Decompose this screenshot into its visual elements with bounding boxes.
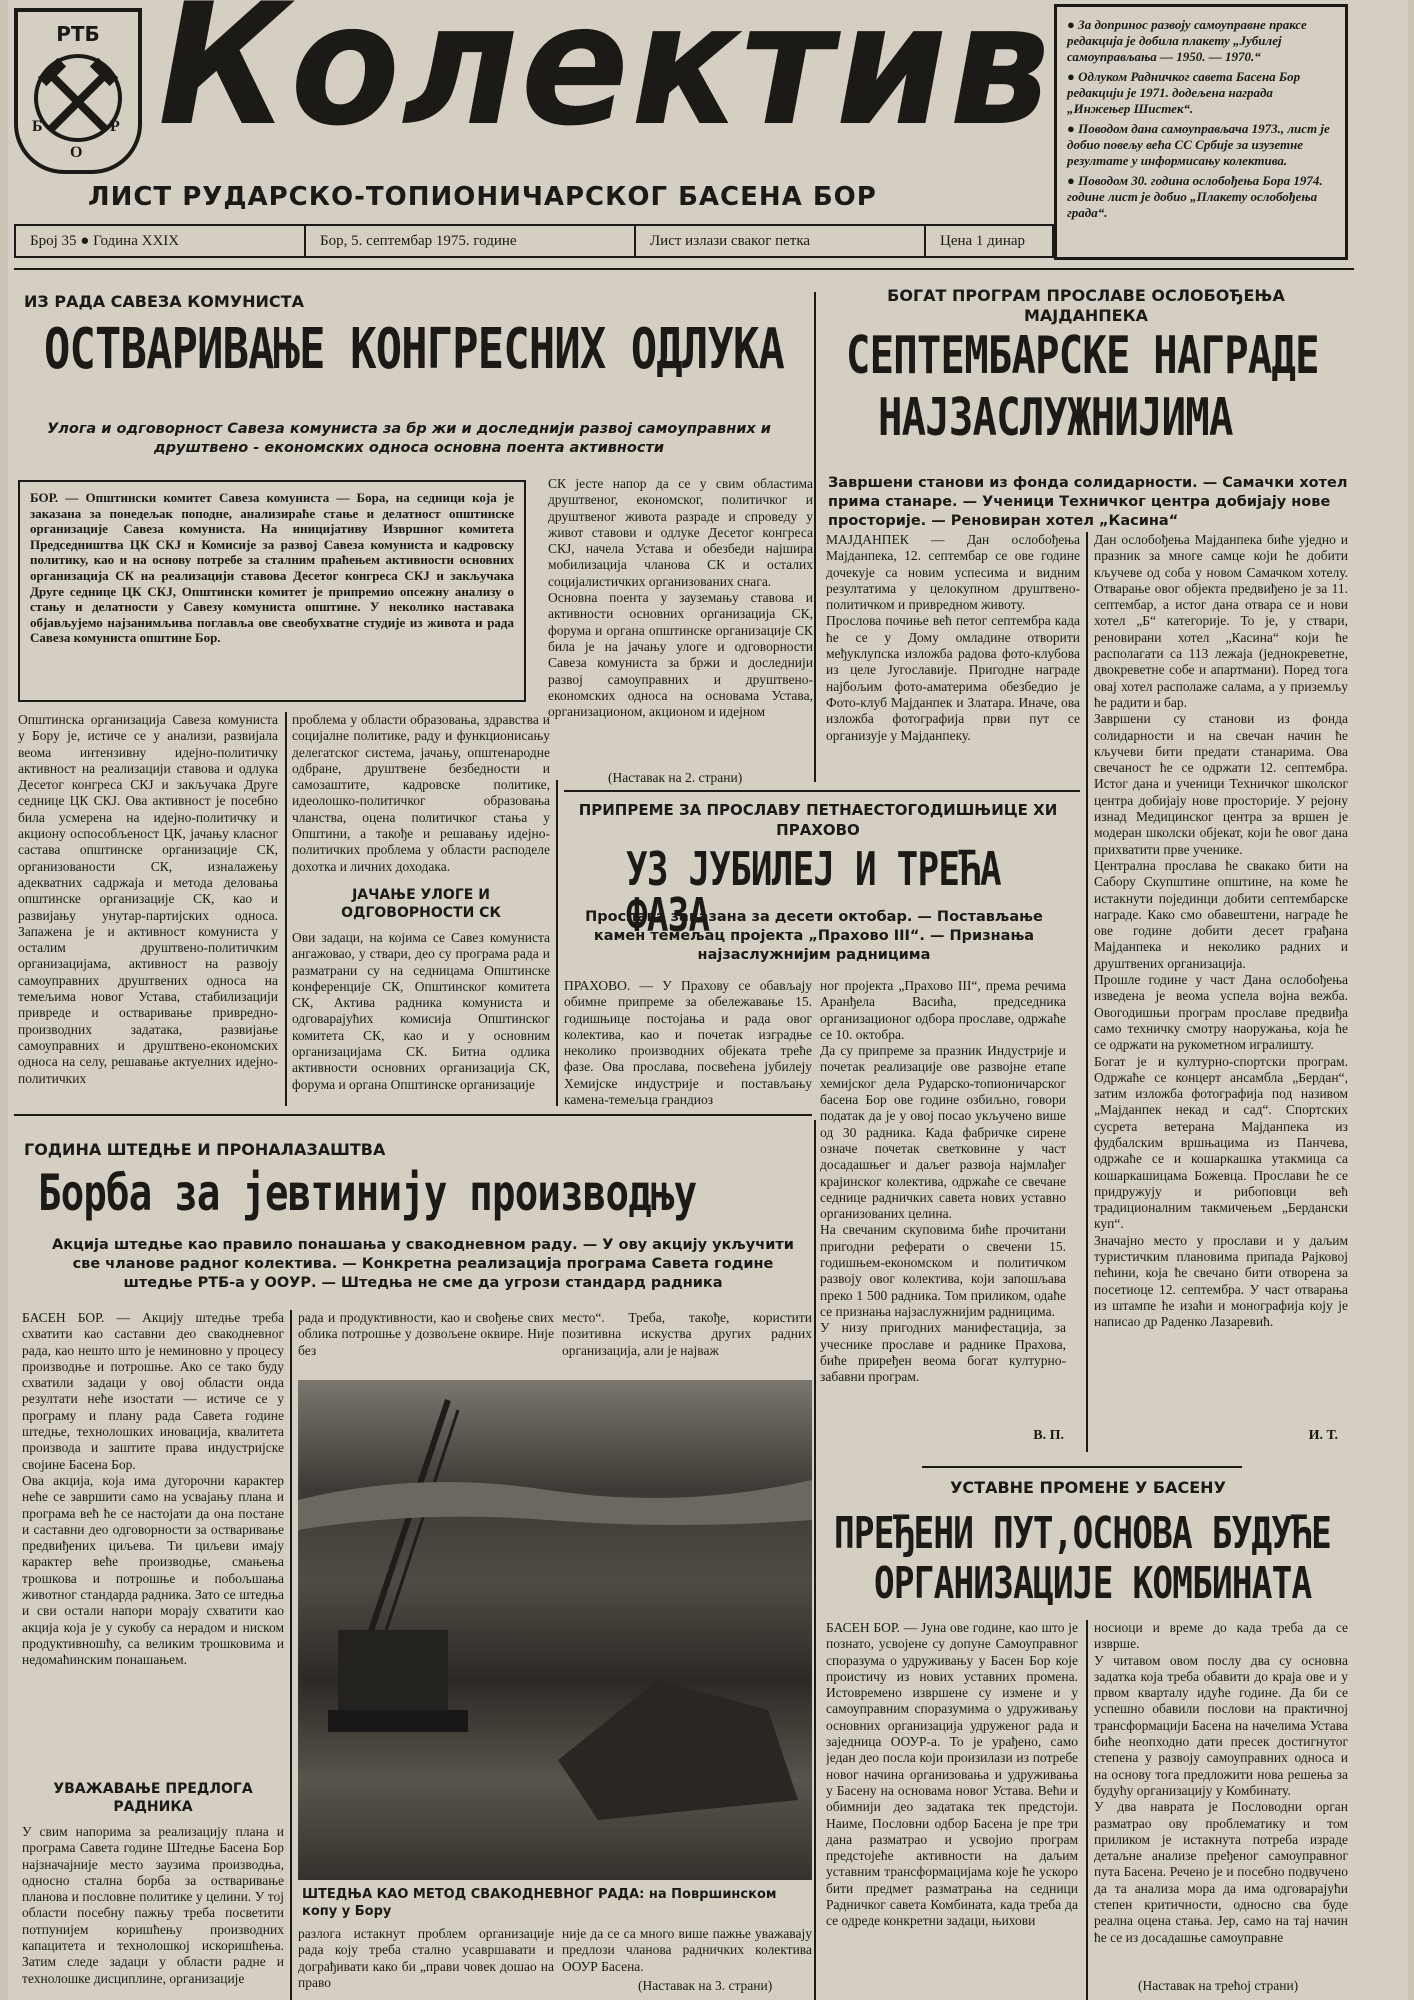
awards-signature: И. Т.	[1308, 1428, 1338, 1443]
newspaper-page	[8, 0, 1408, 2000]
section-divider	[564, 790, 1080, 792]
column-rule	[1086, 1620, 1088, 2000]
savings-column-2: рада и продуктивности, као и свођење свих облика потрошње у дозвољене оквире. Није без	[298, 1310, 554, 1358]
congress-deck: Улога и одговорност Савеза комуниста за бр жи и доследнији развој самоуправних и друштвено - економских односа основна поента активности	[47, 421, 771, 456]
congress-column-2b: Ови задаци, на којима се Савез комуниста ангажовао, у ствари, део су програма рада и разматрани су на седницама Општинске конференције СК, Општинског комитета СК, Актива радника комуниста и одговарајућих комисија Општинског комитета СК, као и у основним организацијама СК. Битна одлика активности основних организација СК, форума и органа Општинске организације	[292, 930, 550, 1092]
jubilee-deck: Прослава заказана за десети октобар. — Постављање камен темељац пројекта „Прахово III“. — Признања најзаслужнијим радницима	[585, 909, 1043, 963]
open-pit-mine-photo	[298, 1380, 812, 1880]
logo-letter-b: Б	[32, 118, 43, 135]
constitution-continued: (Наставак на трећој страни)	[1138, 1978, 1299, 1993]
awards-box	[1054, 4, 1348, 260]
section-divider	[922, 1466, 1242, 1468]
award-item: ● Одлуком Радничког савета Басена Бор редакцији је 1971. додељена награда „Инжењер Шистек“.	[1067, 69, 1301, 116]
section-divider	[14, 1114, 812, 1116]
rtb-logo	[14, 8, 142, 174]
congress-kicker: ИЗ РАДА САВЕЗА КОМУНИСТА	[24, 292, 304, 311]
savings-headline: Борба за јевтинију производњу	[38, 1164, 697, 1222]
awards-column-1: МАЈДАНПЕК — Дан ослобођења Мајданпека, 12. септембар се ове године дочекује са новим успесима и видним резултатима у целокупном друштвено-политичком и привредном животу. Прослова почиње већ петог септембра када ће се у Дому омладине отворити међуклупска изложба радова фото-клубова из целе Југославије. Пригодне награде најбољим фото-аматерима обезбедио је Фото-клуб Мајданпек и Златара. Иначе, ова изложба фотографија први пут се организује у Мајданпеку.	[826, 532, 1080, 743]
awards-deck: Завршени станови из фонда солидарности. — Самачки хотел прима станаре. — Ученици Техничког центра добијају нове просторије. — Реновиран хотел „Касина“	[828, 475, 1348, 529]
awards-kicker: БОГАТ ПРОГРАМ ПРОСЛАВЕ ОСЛОБОЂЕЊА МАЈДАНПЕКА	[887, 286, 1285, 325]
savings-kicker: ГОДИНА ШТЕДЊЕ И ПРОНАЛАЗАШТВА	[24, 1140, 386, 1159]
column-rule	[285, 712, 287, 1106]
photo-caption: ШТЕДЊА КАО МЕТОД СВАКОДНЕВНОГ РАДА: на Површинском копу у Бору	[302, 1887, 777, 1919]
column-rule	[814, 1120, 816, 2000]
congress-continued: (Наставак на 2. страни)	[608, 770, 743, 785]
column-rule	[290, 1310, 292, 2000]
column-rule	[1086, 532, 1088, 1452]
masthead-divider	[14, 268, 1354, 270]
column-rule	[556, 780, 558, 1106]
constitution-column-2: носиоци и време до када треба да се изврше. У читавом овом послу два су основна задатка која треба обавити до краја ове и у првом кварталу идуће године. Да би се успешно обавили послови на практичној трансформацији Басена на начелима Устава биће неопходно дати пресек достигнутог степена у развоју самоуправних односа и на основу тога предложити нова решења за будућу организацију у Комбинату. У два наврата је Пословодни орган разматрао ову проблематику и том приликом је истакнута потреба израде детаљне анализе пређеног самоуправног пута Басена. Речено је и посебно подвучено да та анализа мора да има одговарајући степен критичности, односно сва буде реална оцена стања. Јер, само на тај начин ће се из досадашње самоуправне	[1094, 1620, 1348, 1945]
newspaper-subtitle: ЛИСТ РУДАРСКО-ТОПИОНИЧАРСКОГ БАСЕНА БОР	[88, 182, 877, 212]
constitution-kicker: УСТАВНЕ ПРОМЕНЕ У БАСЕНУ	[950, 1478, 1226, 1497]
savings-continued: (Наставак на 3. страни)	[638, 1978, 773, 1993]
award-item: ● За допринос развоју самоуправне праксе редакција је добила плакету „Јубилеј самоуправљања — 1950. — 1970.“	[1067, 17, 1307, 64]
issue-number: Број 35 ● Година XXIX	[16, 226, 306, 256]
logo-text: РТБ	[56, 22, 100, 46]
savings-column-3-bottom: није да се са много више пажње уважавају предлози чланова радничких колектива ООУР Басена.	[562, 1926, 812, 1974]
issue-frequency: Лист излази сваког петка	[636, 226, 926, 256]
savings-column-2-bottom: разлога истакнут проблем организације рада коју треба стално усавршавати и дограђивати како би „прави човек дошао на право	[298, 1926, 554, 1990]
award-item: ● Поводом 30. година ослобођења Бора 1974. године лист је добио „Плакету ослобођења града“.	[1067, 173, 1323, 220]
congress-column-2: проблема у области образовања, здравства и социјалне политике, раду и функционисању делегатског система, јачању, општенародне одбране, друштвене безбедности и самозаштите, кадровске политике, идеолошко-политичког образовања чланства, оцена политичког стања у Општини, а такође и решавању идејно-политичких проблема у области расподеле дохотка и личних доходака.	[292, 712, 550, 874]
issue-info-bar	[14, 224, 1054, 258]
issue-date: Бор, 5. септембар 1975. године	[306, 226, 636, 256]
congress-subhead: ЈАЧАЊЕ УЛОГЕ И ОДГОВОРНОСТИ СК	[341, 887, 501, 921]
logo-letter-r: Р	[110, 118, 120, 135]
savings-column-3: место“. Треба, такође, користити позитивна искуства других радних организација, али је најваж	[562, 1310, 812, 1358]
congress-column-1: Општинска организација Савеза комуниста у Бору је, истиче се у анализи, развијала веома интензивну идејно-политичку активност на реализацији ставова и одлука Десетог конгреса СКЈ и закључака Друге седнице ЦК СКЈ. Ова активност је посебно била усмерена на идејно-политичку и акциону оспособљеност ЦК, јачању класног састава општинске организације СК, организованости СК, изналажењу адекватних садржаја и метода деловања општинске организације СК, као и развијању унутар-партијских односа. Запажена је и активност комуниста у осталим друштвено-политичким организацијама, активност на развоју самоуправних друштвених односа на темељима новог Устава, стабилизацији привреде и остваривање привредно-производних задатака, развијање самоуправних и друштвено-економских односа на селу, решавање актуелних идејно-политичких	[18, 712, 278, 1086]
award-item: ● Поводом дана самоуправљача 1973., лист је добио повељу већа СС Србије за изузетне резултате у информисању колектива.	[1067, 121, 1330, 168]
column-rule	[814, 292, 816, 782]
awards-headline-line-1: СЕПТЕМБАРСКЕ НАГРАДЕ	[846, 326, 1319, 386]
congress-lead: БОР. — Општински комитет Савеза комуниста — Бора, на седници која је заказана за понедељак поподне, анализираће стање и делатност општинске организације Савеза комуниста. На иницијативу Извршног комитета Председништва ЦК СКЈ и Комисије за развој Савеза комуниста и кадровску политику, као и на основу потребе за сталним праћењем активности основних организација СК на реализацији ставова Десетог конгреса СКЈ и закључака Друге седнице ЦК СКЈ, Општински комитет је припремио опсежну анализу о стању и делатности у Савезу комуниста општине. У неколико наставака објављујемо најзанимљива поглавља ове свеобухватне студије из живота и рада Савеза комуниста општине Бор.	[30, 490, 514, 646]
jubilee-column-1: ПРАХОВО. — У Прахову се обављају обимне припреме за обележавање 15. годишњице постојања и рада овог колектива, као и почетак изградње неколико производних објеката треће фазе. Ова прослава, посвећена јубилеју Хемијске индустрије и постављању камена-темељца грандиоз	[564, 978, 812, 1108]
congress-headline: ОСТВАРИВАЊЕ КОНГРЕСНИХ ОДЛУКА	[44, 317, 785, 382]
constitution-headline-line-1: ПРЕЂЕНИ ПУТ,ОСНОВА БУДУЋЕ	[834, 1508, 1332, 1559]
jubilee-kicker: ПРИПРЕМЕ ЗА ПРОСЛАВУ ПЕТНАЕСТОГОДИШЊИЦЕ ХИ ПРАХОВО	[578, 801, 1058, 839]
jubilee-column-2: ног пројекта „Прахово III“, према речима Аранђела Васића, председника организационог одбора прославе, одржаће се 10. октобра. Да су припреме за празник Индустрије и почетак реализације ове развојне етапе хемијског дела Рударско-топионичарског басена Бор ове године озбиљно, говори податак да је у овој посао укључено више од 30 радника. Када фабричке сирене означе почетак светковине у част досадашњег и даљег развоја најмлађег крајинског колектива, одржаће се свечане седнице радничких савета нових уставно организованих целина. На свечаним скуповима биће прочитани пригодни реферати о свечени 15. годишњем-економском и политичком развоју овог колектива, који запошљава преко 1 500 радника. Том приликом, одаће се признања најзаслужнијим радницима. У низу пригодних манифестација, за учеснике прославе и раднике Прахова, биће приређен веома богат културно-забавни програм.	[820, 978, 1066, 1385]
congress-lead-box	[18, 480, 526, 702]
constitution-headline-line-2: ОРГАНИЗАЦИЈЕ КОМБИНАТА	[874, 1558, 1312, 1609]
savings-deck: Акција штедње као правило понашања у свакодневном раду. — У ову акцију укључити све чланове радног колектива. — Конкретна реализација програма Савета године штедње РТБ-а у ООУР. — Штедња не сме да угрози стандард радника	[52, 1237, 794, 1291]
issue-price: Цена 1 динар	[940, 232, 1026, 249]
awards-column-2: Дан ослобођења Мајданпека биће уједно и празник за многе самце који ће добити кључеве од соба у новом Самачком хотелу. Отварање овог објекта предвиђено је за 11. септембар, а истог дана отвара се и нови хотел „Б“ категорије. То је, у ствари, реновирани хотел „Касина“ који ће располагати са 113 лежаја (једнокреветне, двокреветне собе и апартмани). Поред тога овај хотел располаже салама, а у приземљу ће радити и бар. Завршени су станови из фонда солидарности и на свечан начин ће кључеви бити предати станарима. Ова свечаност ће се одржати 12. септембра. Истог дана и ученици Техничког школског центра добијају нове просторије. У рејону изнад Медицинског центра за вршен је модеран школски објекат, који ће овог дана прихватити прве ученике. Централна прослава ће свакако бити на Сабору Скупштине општине, на коме ће истакнути појединци добити септембарске награде. Како смо обавештени, награде ће ове године добити десет грађана Мајданпека и неколико радних и друштвених организација. Прошле године у част Дана ослобођења изведена је веома успела војна вежба. Овогодишњи програм прославе предвиђа само техничку смотру наоружања, која ће се одржати на рукометном игралишту. Богат је и културно-спортски програм. Одржаће се концерт ансамбла „Бердан“, затим изложба фотографија под називом „Мајданпек некад и сад“. Спортских сусрета ветерана Мајданпека из фудбалским вршњацима из Панчева, одржаће се и кошаркашка утакмица са кошаркашицама Божевца. Прослави ће се придружују и рибоповци већ традиционалним такмичењем „Бердански куп“. Значајно место у прослави и у даљим туристичким плановима припада Рајковој пећини, која ће свечано бити отворена за посетиоце 12. септембра. У част отварања из штампе ће изаћи и монографија коју је написао др Раденко Лазаревић.	[1094, 532, 1348, 1330]
awards-headline-line-2: НАЈЗАСЛУЖНИЈИМА	[878, 388, 1233, 448]
excavator-silhouette-icon	[298, 1380, 812, 1880]
newspaper-title: Колектив	[158, 0, 1053, 163]
savings-column-1b: У свим напорима за реализацију плана и програма Савета године Штедње Басена Бор најзначајније место заузима производња, односно стална борба за остваривање планова и пословне политике у целини. У тој области посебну пажњу треба посветити потпунијем коришћењу производних капацитета и технолошкој искоришћења. Затим следе задаци у области радне и технолошке дисциплине, организације	[22, 1824, 284, 1986]
constitution-column-1: БАСЕН БОР. — Јуна ове године, као што је познато, усвојене су допуне Самоуправног споразума о удруживању у Басен Бор које проистичу из нових уставних промена. Истовремено извршене су измене и у самоуправним споразумима о удруживању основних организација удруженог рада и заједница ООУР-а. То је урађено, само један део посла који произилази из потребе новог начина организовања и удруживања у Басену на основама новог Устава. Већи и обимнији део задатака тек предстоји. Наиме, Пословни одбор Басена је пре три дана разматрао и усвојио програм предстојеће активности на даљим уставним трансформацијама које ће ускоро бити предмет разматрања на седници Радничког савета Комбината, када треба да се одреде конкретни задаци, њихови	[826, 1620, 1078, 1929]
jubilee-headline: УЗ ЈУБИЛЕЈ И ТРЕЋА ФАЗА	[626, 842, 1001, 942]
savings-column-1: БАСЕН БОР. — Акцију штедње треба схватити као саставни део свакодневног рада, као нешто што је неминовно у процесу производње и потрошње. Ако се тако буду схватили задаци у овој области онда резултати неће изостати — истиче се у програму и плану рада Савета године штедње, технолошких иновација, квалитета производа и заштите права индустријске својине Басена Бор. Ова акција, која има дугорочни карактер неће се завршити само на усвајању плана и програма већ ће се настојати да она постане и саставни део одговорности за остваривање предвиђених циљева. Ти циљеви имају карактер веће производње, смањења трошкова и потрошње и побољшања животног стандарда радника. Зато се штедња и сви остали напори морају схватити као акција која је у сукобу са нерадом и ниском продуктивношћу, са великим трошковима и недомаћинским понашањем.	[22, 1310, 284, 1668]
congress-column-right: СК јесте напор да се у свим областима друштвеног, економског, политичког и друштвеног живота разраде и спроведу у живот ставови и одлуке Десетог конгреса СКЈ, начела Устава и обезбеди најшира мобилизација чланова СК и осталих социјалистичких организованих снага. Основна поента у зауземању ставова и активности основних организација СК, форума и органа општинске организације СК била је на јачању улоге и одговорности Савеза комуниста за бржи и доследнији развој самоуправних и друштвено-економских односа на основама Устава, организационом, акционом и идејном	[548, 476, 813, 720]
savings-subhead: УВАЖАВАЊЕ ПРЕДЛОГА РАДНИКА	[53, 1781, 253, 1815]
logo-letter-o: О	[70, 144, 83, 161]
jubilee-signature: В. П.	[1033, 1428, 1064, 1443]
